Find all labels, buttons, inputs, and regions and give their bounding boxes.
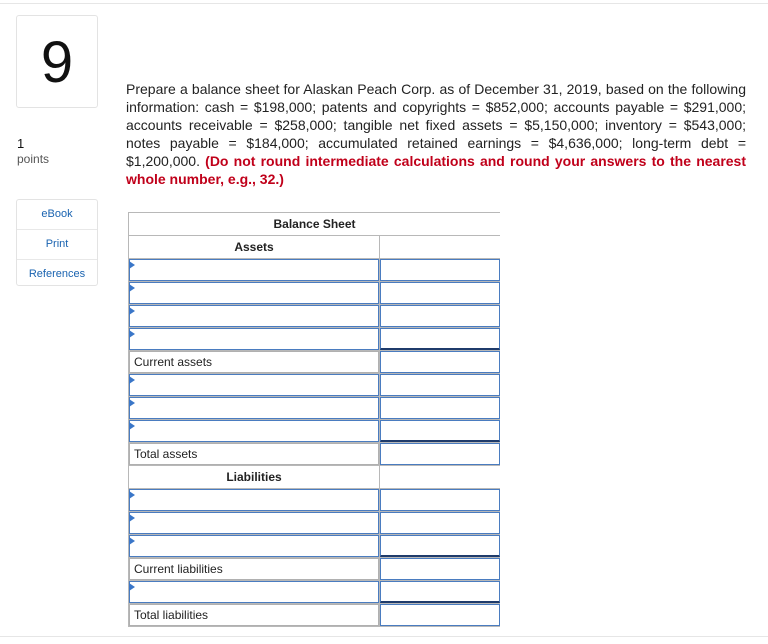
asset-item-5-label[interactable]	[129, 374, 379, 396]
asset-item-4-amount[interactable]	[380, 328, 500, 350]
bottom-divider	[0, 636, 768, 637]
points-label: points	[17, 152, 50, 166]
references-link[interactable]: References	[28, 268, 86, 280]
asset-item-3-label[interactable]	[129, 305, 379, 327]
liability-item-1-amount[interactable]	[380, 489, 500, 511]
resources-panel	[16, 199, 98, 286]
current-liabilities-label: Current liabilities	[129, 558, 379, 580]
asset-item-1-label[interactable]	[129, 259, 379, 281]
balance-sheet	[128, 212, 500, 636]
asset-item-2-label[interactable]	[129, 282, 379, 304]
print-link[interactable]: Print	[17, 230, 97, 260]
liability-item-2-label[interactable]	[129, 512, 379, 534]
current-assets-amount[interactable]	[380, 351, 500, 373]
asset-item-5-amount[interactable]	[380, 374, 500, 396]
asset-item-6-label[interactable]	[129, 397, 379, 419]
asset-item-6-amount[interactable]	[380, 397, 500, 419]
total-liabilities-amount[interactable]	[380, 604, 500, 626]
question-text: Prepare a balance sheet for Alaskan Peach Corp. as of December 31, 2019, based on the following information: cash = $198,000; patents and copyrights = $852,000; accounts payable = $291,000; accounts receivable = $258,000; tangible net fixed assets = $5,150,000; inventory = $543,000; notes payable = $184,000; accumulated retained earnings = $4,636,000; long-term debt = $1,200,000.	[126, 81, 746, 169]
asset-item-1-amount[interactable]	[380, 259, 500, 281]
rounding-instruction: (Do not round intermediate calculations and round your answers to the nearest whole number, e.g., 32.)	[126, 153, 746, 187]
liability-item-4-amount[interactable]	[380, 581, 500, 603]
total-assets-amount[interactable]	[380, 443, 500, 465]
liabilities-header: Liabilities	[129, 466, 380, 489]
assets-header: Assets	[129, 236, 380, 259]
question-prompt	[126, 80, 746, 188]
points-value: 1	[17, 136, 25, 151]
total-assets-label: Total assets	[129, 443, 379, 465]
asset-item-2-amount[interactable]	[380, 282, 500, 304]
current-liabilities-amount[interactable]	[380, 558, 500, 580]
asset-item-4-label[interactable]	[129, 328, 379, 350]
current-assets-label: Current assets	[129, 351, 379, 373]
liability-item-1-label[interactable]	[129, 489, 379, 511]
liability-item-2-amount[interactable]	[380, 512, 500, 534]
question-number: 9	[16, 15, 98, 108]
liabilities-header-blank	[380, 466, 501, 489]
asset-item-3-amount[interactable]	[380, 305, 500, 327]
top-divider	[0, 3, 768, 4]
asset-item-7-label[interactable]	[129, 420, 379, 442]
total-liabilities-label: Total liabilities	[129, 604, 379, 626]
balance-sheet-title: Balance Sheet	[129, 213, 501, 236]
assets-header-blank	[380, 236, 501, 259]
ebook-link[interactable]: eBook	[17, 200, 97, 230]
liability-item-4-label[interactable]	[129, 581, 379, 603]
liability-item-3-amount[interactable]	[380, 535, 500, 557]
liability-item-3-label[interactable]	[129, 535, 379, 557]
asset-item-7-amount[interactable]	[380, 420, 500, 442]
